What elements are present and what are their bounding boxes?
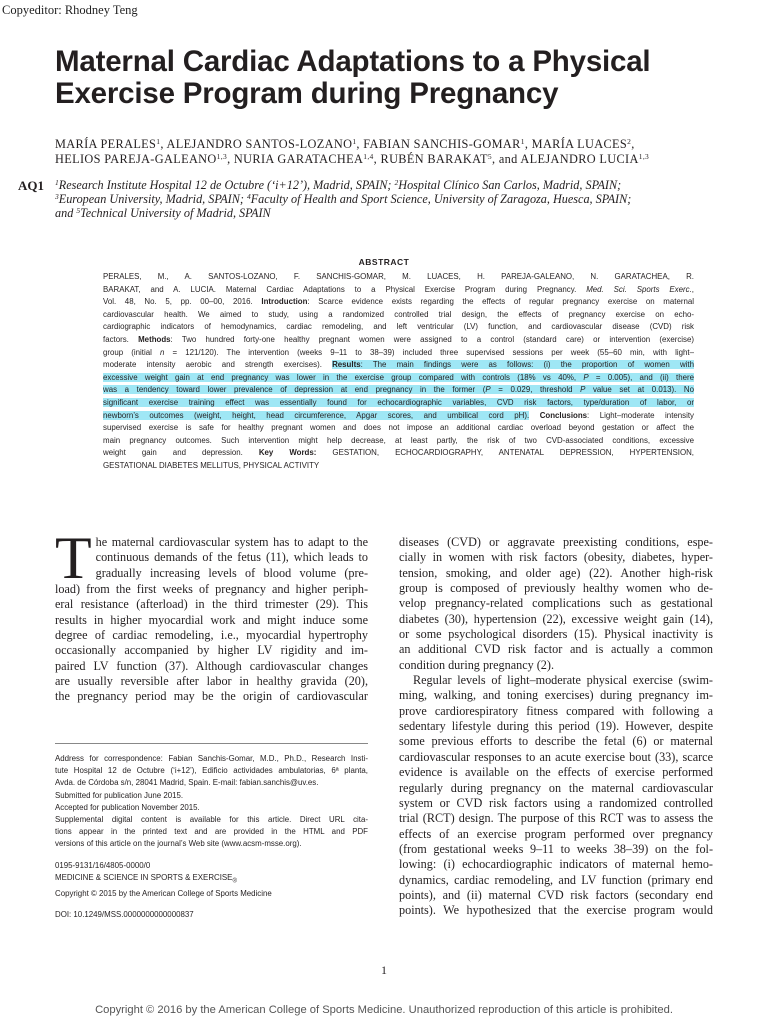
highlighted-text [103,373,694,382]
author-name: HELIOS PAREJA-GALEANO [55,152,217,166]
body-line: diseases (CVD) or aggravate preexisting conditions, espe- [399,535,713,549]
abstract-italic: P [580,385,586,395]
body-line: cially in women with risk factors (obesity, diabetes, hyper- [399,550,713,565]
body-line: some previous efforts to describe the fetal (6) or maternal [399,734,713,749]
footnote-line: tute Hospital 12 de Octubre (‘i+12’), Edificio actividades ambulatorias, 6ª planta, [55,766,368,776]
body-line: the pregnancy period may be the origin of cardiovascular [55,689,368,704]
body-line: load) from the first weeks of pregnancy and higher periph- [55,582,368,596]
author-name: , FABIAN SANCHIS-GOMAR [356,137,521,151]
doi[interactable]: DOI: 10.1249/MSS.0000000000000837 [55,909,194,919]
abstract-text: = 121/120). The intervention (weeks 9–11 to 38–39) included three supervised sessions per week (55–60 min, with light– [164,347,694,357]
footnote-line: Accepted for publication November 2015. [55,802,200,812]
footnote-line: versions of this article on the journal’s Web site (www.acsm-msse.org). [55,839,302,849]
highlighted-text: newborn’s outcomes (weight, height, head circumference, Apgar scores, and umbilical cord pH). [103,410,530,420]
body-line: trial (RCT) design. The purpose of this RCT was to assess the [399,811,713,826]
body-line: velop pregnancy-related complications such as gestational [399,596,713,611]
abstract-line: cardiovascular health. We aimed to study, using a randomized controlled trial design, the effects of pregnancy exercise on echo- [103,309,694,319]
right-column-body [399,535,713,919]
author-line-2 [55,152,715,167]
body-line: group is composed of previously healthy women who de- [399,581,713,596]
affiliation-text: Hospital Clínico San Carlos, Madrid, SPAIN; [398,178,622,192]
abstract-text: : The main findings were as follows: (i) the proportion of women with [360,360,695,370]
body-line: are usually reversible after labor in healthy gravida (20), [55,674,368,689]
abstract-text: excessive weight gain at end pregnancy was lower in the exercise group compared with controls (18% vs 40%, [103,372,584,382]
body-line: cardiovascular responses to an acute exercise bout (33), scarce [399,749,713,764]
author-separator: , [631,137,635,151]
abstract-line [103,334,694,347]
abstract-text: = 0.029, threshold [490,385,581,395]
affiliation-line-3 [55,206,715,220]
affiliation-text: and [55,206,77,220]
body-line: continuous demands of the fetus (11), which leads to [95,550,368,565]
abstract-text: GESTATION, ECHOCARDIOGRAPHY, ANTENATAL DEPRESSION, HYPERTENSION, [316,448,694,458]
body-line: lowing: (i) echocardiographic indicators of maternal hemo- [399,857,713,872]
author-name: , ALEJANDRO SANTOS-LOZANO [160,137,353,151]
body-line: ming, walking, and toning exercises) during pregnancy im- [399,688,713,703]
page-number: 1 [381,963,387,977]
abstract-text: : Two hundred forty-one healthy pregnant women were assigned to a control (standard care) or intervention (exercise) [170,334,694,344]
footnote-spacer [55,851,368,860]
affiliation-line-2 [55,192,715,206]
copyright-notice: Copyright © 2016 by the American College of Sports Medicine. Unauthorized reproduction of this article is prohibited. [95,1004,673,1016]
affil-sup: 2 [394,178,399,187]
article-title [55,46,735,110]
body-line: prove cardiorespiratory fitness compared with following a [399,703,713,718]
highlighted-text: significant exercise training effect was essentially found for echocardiographic variables, CVD risk factors, type/duration of labor, or [103,397,694,407]
body-line: diabetes (30), hypertension (22), excessive weight gain (14), [399,611,713,626]
author-affil-sup: 1 [520,137,525,146]
author-affil-sup: 1,4 [363,152,374,161]
affil-sup: 1 [55,178,59,187]
author-name: , and ALEJANDRO LUCIA [492,152,639,166]
body-line: gradually increasing levels of blood volume (pre- [95,565,368,580]
body-line: points), and (ii) maternal CVD risk factors (secondary end [399,887,713,902]
abstract-text: , [691,284,694,294]
affiliation-line-1 [55,178,715,192]
abstract-text: : Light–moderate intensity [587,410,694,420]
abstract-line: GESTATIONAL DIABETES MELLITUS, PHYSICAL ACTIVITY [103,460,320,470]
body-line: degree of cardiac remodeling, i.e., myocardial hypertrophy [55,628,368,643]
footnote-line [55,872,368,888]
registered-mark: ® [232,878,237,885]
body-line: points). We hypothesized that the exercise program would [399,903,713,918]
body-line: he maternal cardiovascular system has to adapt to the [95,535,368,549]
abstract-line: main pregnancy outcomes. Such intervention might help decrease, at least partly, the risk of two CVD-associated conditions, excessive [103,435,694,445]
body-line: or some psychological disorders (15). Physical inactivity is [399,627,713,642]
body-line: eral resistance (afterload) in the third trimester (29). This [55,597,368,612]
body-line: Regular levels of light–moderate physical exercise (swim- [413,673,713,688]
drop-cap: T [55,525,92,591]
body-line: occasionally accompanied by higher LV rigidity and im- [55,643,368,658]
abstract-line: cardiographic indicators of hemodynamics, cardiac remodeling, and left ventricular (LV) function, and cardiovascular disease (CVD) risk [103,322,694,332]
affiliation-text: Research Institute Hospital 12 de Octubre (‘i+12’), Madrid, SPAIN; [58,178,395,192]
journal-name: Med. Sci. Sports Exerc. [586,284,692,294]
abstract-section-label: Introduction [261,297,308,307]
abstract-line [103,372,694,385]
body-line: dynamics, cardiac remodeling, and LV function (primary end [399,872,713,887]
body-line: tension, smoking, and older age) (22). Another high-risk [399,565,713,580]
keywords-label: Key Words: [258,448,317,458]
abstract-line [103,296,694,309]
author-name: MARÍA PERALES [55,137,157,151]
footnote [55,753,368,921]
body-line: paired LV function (37). Although cardiovascular changes [55,658,368,673]
author-affil-sup: 1 [156,137,161,146]
author-affil-sup: 1,3 [216,152,228,161]
abstract-heading: ABSTRACT [358,257,410,267]
footnote-line: Submitted for publication June 2015. [55,790,184,800]
abstract-line [103,347,694,360]
abstract-italic: P [583,372,589,382]
body-line: sedentary lifestyle during this period (19). However, despite [399,719,713,734]
affiliations [55,178,715,220]
affiliation-text: European University, Madrid, SPAIN; [58,192,247,206]
author-affil-sup: 1 [352,137,357,146]
author-name: , NURIA GARATACHEA [227,152,364,166]
title-line-2: Exercise Program during Pregnancy [55,77,559,110]
abstract-text: group (initial [103,347,160,357]
body-line: regularly during pregnancy on the maternal cardiovascular [399,780,713,795]
footnote-line: 0195-9131/16/4805-0000/0 [55,860,151,870]
abstract-text: factors. [103,334,139,344]
footnote-line: Address for correspondence: Fabian Sanchis-Gomar, M.D., Ph.D., Research Insti- [55,754,368,763]
footnote-line: Supplemental digital content is available for this article. Direct URL cita- [55,815,368,825]
author-affil-sup: 5 [487,152,493,161]
abstract-italic: P [485,385,491,395]
abstract-line [103,359,694,372]
author-list [55,137,715,167]
affil-sup: 5 [76,206,81,215]
highlighted-text [332,360,694,369]
footnote-divider [55,743,368,744]
affiliation-text: Technical University of Madrid, SPAIN [80,206,271,220]
abstract-text: BARAKAT, and A. LUCIA. Maternal Cardiac Adaptations to a Physical Exercise Program during Pregnancy. [103,284,587,294]
author-line-1 [55,137,715,152]
abstract-italic: n [160,347,165,357]
abstract-body [103,271,694,473]
body-line: effects of an exercise program performed over pregnancy [399,826,713,841]
body-line: evidence is available on the effects of exercise performed [399,765,713,780]
footnote-line: tions appear in the printed text and are provided in the HTML and PDF [55,827,368,837]
abstract-line [103,384,694,397]
author-name: , RUBÉN BARAKAT [373,152,488,166]
highlighted-text [103,385,694,394]
body-line: (from gestational weeks 9–11 to weeks 38–39) on the fol- [399,841,713,856]
abstract-line: PERALES, M., A. SANTOS-LOZANO, F. SANCHIS-GOMAR, M. LUACES, H. PAREJA-GALEANO, N. GARATACHEA, R. [103,272,694,281]
author-name: , MARÍA LUACES [524,137,628,151]
abstract-section-label: Methods [138,334,171,344]
abstract-section-label: Conclusions [529,410,588,420]
author-affil-sup: 1,3 [638,152,650,161]
footnote-line: Avda. de Córdoba s/n, 28041 Madrid, Spain. E-mail: fabian.sanchis@uv.es. [55,778,319,788]
abstract-line [103,397,694,410]
body-line: results in higher myocardial work and might induce some [55,612,368,627]
copyeditor-note: Copyeditor: Rhodney Teng [2,3,138,17]
abstract-line [103,447,694,460]
abstract-text: was a tendency toward lower prevalence of depression at end pregnancy in the former ( [103,385,486,395]
abstract-text: = 0.005), and (ii) there [588,372,694,382]
abstract-section-label: Results [332,360,361,370]
abstract-text: value set at 0.013). No [585,385,694,395]
abstract-line: supervised exercise is safe for healthy pregnant women and does not impose an additional cardiac overload beyond gestation or affect the [103,423,694,433]
abstract-line [103,284,694,297]
abstract-text: Vol. 48, No. 5, pp. 00–00, 2016. [103,297,262,307]
body-line: an additional CVD risk factor and is actually a common [399,642,713,657]
left-column-body [55,525,368,705]
abstract-line [103,410,694,423]
journal-title: MEDICINE & SCIENCE IN SPORTS & EXERCISE [55,872,233,882]
body-line: condition during pregnancy (2). [399,657,555,672]
body-line: system or CVD risk factors using a randomized controlled [399,795,713,810]
affiliation-text: Faculty of Health and Sport Science, University of Zaragoza, Huesca, SPAIN; [250,192,632,206]
abstract-text: : Scarce evidence exists regarding the effects of regular pregnancy exercise on maternal [307,297,695,307]
title-line-1: Maternal Cardiac Adaptations to a Physical [55,45,651,78]
author-affil-sup: 2 [627,137,632,146]
abstract-text: weight gain and depression. [103,448,259,458]
affil-sup: 3 [55,192,59,201]
abstract-text: moderate intensity aerobic and strength exercises). [103,360,333,370]
footnote-spacer [55,900,368,909]
footnote-line: Copyright © 2015 by the American College of Sports Medicine [55,888,272,898]
author-query-marker[interactable]: AQ1 [18,178,44,193]
affil-sup: 4 [246,192,251,201]
